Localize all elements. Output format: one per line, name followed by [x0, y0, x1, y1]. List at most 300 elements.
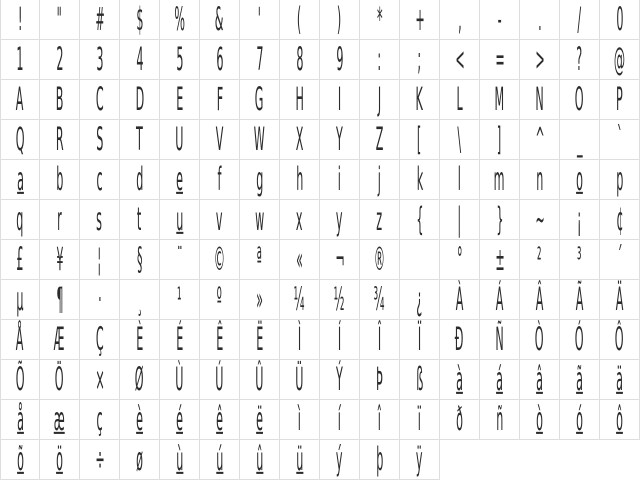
glyph-cell[interactable] [120, 80, 160, 120]
glyph-cell[interactable] [120, 240, 160, 280]
glyph-cell[interactable] [240, 40, 280, 80]
glyph-cell[interactable] [200, 280, 240, 320]
glyph-cell[interactable] [80, 0, 120, 40]
glyph-cell[interactable] [160, 400, 200, 440]
glyph-cell[interactable] [400, 400, 440, 440]
glyph-cell[interactable] [320, 40, 360, 80]
glyph-cell[interactable] [160, 440, 200, 480]
glyph-cell[interactable] [240, 280, 280, 320]
glyph-cell[interactable] [520, 0, 560, 40]
glyph-cell[interactable] [400, 120, 440, 160]
glyph-cell[interactable] [480, 320, 520, 360]
glyph-cell[interactable] [520, 80, 560, 120]
glyph-cell[interactable] [600, 400, 640, 440]
glyph-cell[interactable] [360, 400, 400, 440]
glyph-cell[interactable] [440, 160, 480, 200]
glyph-cell[interactable] [320, 120, 360, 160]
glyph-cell[interactable] [560, 240, 600, 280]
glyph-cell[interactable] [600, 200, 640, 240]
glyph-cell[interactable] [80, 160, 120, 200]
glyph: ô [616, 400, 623, 439]
glyph-cell[interactable] [360, 160, 400, 200]
glyph-cell[interactable] [0, 40, 40, 80]
glyph: À [455, 280, 464, 319]
glyph-cell[interactable] [400, 440, 440, 480]
glyph-cell[interactable] [40, 240, 80, 280]
glyph-cell[interactable] [120, 40, 160, 80]
glyph: Ì [297, 320, 302, 359]
glyph: c [96, 160, 103, 199]
glyph: d [135, 160, 144, 199]
glyph-cell[interactable] [560, 360, 600, 400]
glyph-cell[interactable] [240, 320, 280, 360]
glyph-cell[interactable] [280, 280, 320, 320]
glyph-cell[interactable] [280, 120, 320, 160]
glyph-cell[interactable] [240, 400, 280, 440]
glyph: j [377, 160, 382, 199]
glyph-cell[interactable] [0, 240, 40, 280]
glyph: ® [373, 240, 386, 279]
glyph: ö [56, 440, 63, 479]
glyph-cell[interactable] [160, 80, 200, 120]
glyph-cell[interactable] [600, 40, 640, 80]
glyph: ê [216, 400, 223, 439]
glyph-cell[interactable] [480, 160, 520, 200]
glyph-cell[interactable] [200, 440, 240, 480]
glyph-cell[interactable] [160, 120, 200, 160]
glyph-cell[interactable] [280, 440, 320, 480]
glyph-cell[interactable] [400, 40, 440, 80]
glyph: Ï [417, 320, 422, 359]
glyph-cell[interactable] [120, 440, 160, 480]
glyph-cell[interactable] [600, 0, 640, 40]
glyph: 6 [215, 40, 224, 79]
glyph: ú [215, 440, 224, 479]
glyph-cell[interactable] [200, 160, 240, 200]
glyph-cell[interactable] [440, 360, 480, 400]
glyph-cell[interactable] [280, 160, 320, 200]
glyph-cell[interactable] [240, 120, 280, 160]
glyph-cell[interactable] [600, 240, 640, 280]
glyph-cell[interactable] [240, 240, 280, 280]
glyph-cell[interactable] [560, 80, 600, 120]
glyph-cell[interactable] [160, 240, 200, 280]
glyph: ò [536, 400, 543, 439]
glyph: [ [417, 120, 422, 159]
glyph-cell[interactable] [440, 200, 480, 240]
glyph-cell[interactable] [0, 0, 40, 40]
glyph-cell[interactable] [160, 40, 200, 80]
glyph-cell[interactable] [360, 240, 400, 280]
glyph: t [137, 200, 142, 239]
glyph-cell[interactable] [80, 360, 120, 400]
glyph-cell[interactable] [80, 40, 120, 80]
glyph: õ [16, 440, 24, 479]
glyph: Û [255, 360, 264, 399]
glyph: | [457, 200, 462, 239]
glyph-cell[interactable] [520, 400, 560, 440]
glyph-cell[interactable] [120, 320, 160, 360]
glyph: K [415, 80, 424, 119]
glyph-cell[interactable] [0, 280, 40, 320]
glyph: m [494, 160, 505, 199]
glyph: f [217, 160, 222, 199]
glyph: 3 [95, 40, 104, 79]
glyph: ¦ [97, 240, 102, 279]
glyph: k [416, 160, 423, 199]
glyph-cell[interactable] [200, 200, 240, 240]
glyph: x [296, 200, 303, 239]
glyph-cell[interactable] [280, 80, 320, 120]
glyph-cell[interactable] [240, 440, 280, 480]
glyph: é [176, 400, 183, 439]
glyph: Q [15, 120, 25, 159]
glyph-cell[interactable] [280, 40, 320, 80]
glyph-cell[interactable] [560, 320, 600, 360]
glyph-cell[interactable] [200, 360, 240, 400]
glyph-cell[interactable] [0, 400, 40, 440]
glyph-cell[interactable] [320, 320, 360, 360]
glyph-cell[interactable] [200, 40, 240, 80]
glyph-cell[interactable] [400, 240, 440, 280]
glyph: ñ [495, 400, 504, 439]
glyph: % [174, 0, 185, 39]
glyph-cell[interactable] [0, 200, 40, 240]
glyph: þ [375, 440, 384, 479]
glyph: 7 [255, 40, 264, 79]
glyph-cell[interactable] [40, 200, 80, 240]
glyph-cell[interactable] [560, 160, 600, 200]
glyph: æ [54, 400, 65, 439]
glyph: n [535, 160, 544, 199]
glyph: Î [377, 320, 382, 359]
glyph-cell[interactable] [40, 320, 80, 360]
glyph: ÿ [416, 440, 423, 479]
glyph: R [55, 120, 64, 159]
glyph: á [496, 360, 503, 399]
glyph: M [494, 80, 505, 119]
glyph-cell[interactable] [320, 360, 360, 400]
glyph-cell[interactable] [400, 80, 440, 120]
glyph: ¿ [416, 280, 423, 319]
glyph-cell[interactable] [0, 440, 40, 480]
glyph-cell[interactable] [520, 120, 560, 160]
glyph-cell[interactable] [160, 360, 200, 400]
glyph-cell[interactable] [120, 360, 160, 400]
glyph-cell[interactable] [480, 120, 520, 160]
glyph-cell[interactable] [360, 280, 400, 320]
glyph: U [175, 120, 184, 159]
glyph-cell[interactable] [360, 80, 400, 120]
glyph: / [577, 0, 582, 39]
glyph-cell[interactable] [200, 240, 240, 280]
glyph: C [95, 80, 104, 119]
glyph-cell[interactable] [40, 0, 80, 40]
glyph-cell[interactable] [0, 120, 40, 160]
glyph-cell[interactable] [440, 240, 480, 280]
glyph: v [216, 200, 223, 239]
glyph-cell[interactable] [320, 400, 360, 440]
glyph-cell[interactable] [240, 80, 280, 120]
glyph-cell[interactable] [80, 240, 120, 280]
glyph-cell[interactable] [400, 320, 440, 360]
glyph-cell[interactable] [240, 160, 280, 200]
glyph-cell[interactable] [520, 320, 560, 360]
glyph: ç [96, 400, 103, 439]
glyph: Þ [376, 360, 383, 399]
glyph: ó [576, 400, 583, 439]
glyph: # [94, 0, 105, 39]
glyph-cell[interactable] [520, 360, 560, 400]
glyph: i [337, 160, 342, 199]
glyph: ì [297, 400, 302, 439]
glyph-cell[interactable] [480, 400, 520, 440]
glyph-cell[interactable] [120, 280, 160, 320]
glyph-cell[interactable] [360, 320, 400, 360]
glyph-cell[interactable] [40, 400, 80, 440]
glyph-cell[interactable] [360, 200, 400, 240]
glyph-cell[interactable] [560, 0, 600, 40]
glyph-cell[interactable] [400, 360, 440, 400]
glyph-cell[interactable] [40, 280, 80, 320]
glyph: w [254, 200, 265, 239]
glyph-cell[interactable] [160, 0, 200, 40]
glyph-cell[interactable] [240, 200, 280, 240]
glyph-cell[interactable] [600, 360, 640, 400]
glyph: º [216, 280, 223, 319]
glyph-cell[interactable] [320, 0, 360, 40]
glyph-cell[interactable] [440, 80, 480, 120]
glyph: V [215, 120, 224, 159]
glyph: ¸ [136, 280, 143, 319]
glyph: : [377, 40, 382, 79]
glyph-cell[interactable] [440, 0, 480, 40]
glyph-cell[interactable] [480, 240, 520, 280]
glyph-cell[interactable] [400, 200, 440, 240]
glyph: ä [616, 360, 623, 399]
glyph-cell[interactable] [80, 400, 120, 440]
glyph: Í [337, 320, 342, 359]
glyph-cell[interactable] [560, 200, 600, 240]
glyph-cell[interactable] [440, 320, 480, 360]
glyph-cell[interactable] [480, 280, 520, 320]
glyph: å [16, 400, 24, 439]
glyph: } [495, 200, 504, 239]
glyph: @ [613, 40, 626, 79]
glyph-cell[interactable] [40, 160, 80, 200]
glyph: « [296, 240, 303, 279]
glyph: Y [336, 120, 343, 159]
glyph-cell[interactable] [120, 0, 160, 40]
glyph-cell[interactable] [480, 200, 520, 240]
glyph: Ý [336, 360, 343, 399]
glyph: h [295, 160, 304, 199]
glyph-cell[interactable] [320, 80, 360, 120]
glyph-cell[interactable] [40, 80, 80, 120]
glyph-cell[interactable] [0, 80, 40, 120]
glyph: T [136, 120, 143, 159]
glyph: ï [417, 400, 422, 439]
glyph-cell[interactable] [200, 80, 240, 120]
glyph: 1 [16, 40, 24, 79]
glyph: Ê [215, 320, 224, 359]
glyph-cell[interactable] [600, 160, 640, 200]
glyph: ð [456, 400, 463, 439]
glyph-cell[interactable] [160, 200, 200, 240]
glyph-cell[interactable] [0, 160, 40, 200]
glyph-cell[interactable] [160, 280, 200, 320]
glyph-cell[interactable] [320, 280, 360, 320]
glyph: e [176, 160, 183, 199]
glyph-cell[interactable] [160, 320, 200, 360]
glyph-cell[interactable] [360, 40, 400, 80]
glyph-cell[interactable] [200, 120, 240, 160]
glyph: ° [456, 240, 463, 279]
glyph-cell[interactable] [280, 320, 320, 360]
glyph-cell[interactable] [320, 240, 360, 280]
glyph-cell[interactable] [320, 440, 360, 480]
glyph: 2 [55, 40, 64, 79]
glyph-cell[interactable] [560, 280, 600, 320]
glyph: ' [257, 0, 262, 39]
glyph-cell[interactable] [400, 280, 440, 320]
glyph: è [136, 400, 143, 439]
glyph: D [135, 80, 144, 119]
glyph-cell[interactable] [120, 160, 160, 200]
glyph: ù [175, 440, 184, 479]
glyph-cell[interactable] [440, 400, 480, 440]
glyph: " [56, 0, 63, 39]
glyph-cell[interactable] [360, 440, 400, 480]
glyph: 0 [615, 0, 624, 39]
glyph: p [615, 160, 624, 199]
glyph: Z [375, 120, 384, 159]
glyph-cell[interactable] [600, 120, 640, 160]
glyph: L [456, 80, 463, 119]
glyph: © [213, 240, 226, 279]
glyph: Â [535, 280, 544, 319]
glyph-cell[interactable] [120, 400, 160, 440]
glyph-cell[interactable] [200, 0, 240, 40]
glyph-cell[interactable] [40, 440, 80, 480]
glyph-cell[interactable] [80, 320, 120, 360]
glyph: Ö [55, 360, 64, 399]
glyph-cell[interactable] [200, 400, 240, 440]
glyph: G [255, 80, 264, 119]
glyph: { [415, 200, 424, 239]
glyph: Ù [175, 360, 184, 399]
glyph-cell[interactable] [160, 160, 200, 200]
glyph-cell[interactable] [280, 0, 320, 40]
glyph: Ò [535, 320, 544, 359]
glyph-cell[interactable] [320, 200, 360, 240]
glyph: à [456, 360, 463, 399]
glyph-cell[interactable] [520, 280, 560, 320]
glyph-cell[interactable] [80, 200, 120, 240]
glyph: + [414, 0, 425, 39]
glyph-cell[interactable] [400, 160, 440, 200]
glyph-cell[interactable] [280, 240, 320, 280]
glyph-cell[interactable] [320, 160, 360, 200]
glyph-cell[interactable] [80, 280, 120, 320]
glyph-cell[interactable] [600, 280, 640, 320]
glyph-cell[interactable] [600, 80, 640, 120]
glyph: Ó [575, 320, 584, 359]
glyph: . [537, 0, 542, 39]
glyph: Ä [615, 280, 624, 319]
glyph: 9 [335, 40, 344, 79]
glyph-cell[interactable] [40, 360, 80, 400]
glyph-cell[interactable] [240, 360, 280, 400]
glyph-cell[interactable] [440, 120, 480, 160]
glyph-cell[interactable] [560, 40, 600, 80]
glyph: < [454, 40, 465, 79]
glyph-cell[interactable] [120, 200, 160, 240]
glyph: ¼ [294, 280, 305, 319]
glyph-cell[interactable] [280, 360, 320, 400]
glyph-cell[interactable] [80, 120, 120, 160]
glyph-cell[interactable] [0, 320, 40, 360]
glyph: O [575, 80, 584, 119]
glyph-cell[interactable] [560, 400, 600, 440]
glyph-cell[interactable] [280, 400, 320, 440]
glyph-cell[interactable] [520, 160, 560, 200]
glyph-cell[interactable] [480, 0, 520, 40]
glyph-cell[interactable] [240, 0, 280, 40]
glyph: J [377, 80, 382, 119]
glyph: a [16, 160, 24, 199]
glyph-cell[interactable] [280, 200, 320, 240]
glyph-cell[interactable] [80, 80, 120, 120]
glyph: × [94, 360, 105, 399]
glyph: » [256, 280, 263, 319]
glyph-cell[interactable] [0, 360, 40, 400]
glyph: r [57, 200, 62, 239]
glyph-cell[interactable] [360, 120, 400, 160]
glyph: Ñ [495, 320, 504, 359]
glyph: û [255, 440, 264, 479]
glyph: ü [295, 440, 304, 479]
glyph-cell[interactable] [440, 280, 480, 320]
glyph-cell[interactable] [440, 40, 480, 80]
glyph-cell[interactable] [480, 360, 520, 400]
glyph: W [253, 120, 266, 159]
glyph-cell[interactable] [520, 200, 560, 240]
glyph: ã [576, 360, 583, 399]
glyph-cell[interactable] [40, 120, 80, 160]
glyph-cell[interactable] [600, 320, 640, 360]
glyph: ¡ [577, 200, 582, 239]
glyph-cell[interactable] [120, 120, 160, 160]
glyph-cell[interactable] [400, 0, 440, 40]
glyph-cell[interactable] [480, 80, 520, 120]
glyph: ¥ [55, 240, 64, 279]
empty-cell [560, 440, 600, 480]
glyph-cell[interactable] [520, 40, 560, 80]
glyph: > [534, 40, 545, 79]
glyph: A [16, 80, 24, 119]
glyph-cell[interactable] [200, 320, 240, 360]
glyph-cell[interactable] [520, 240, 560, 280]
glyph-cell[interactable] [80, 440, 120, 480]
glyph: ^ [534, 120, 545, 159]
glyph-cell[interactable] [360, 0, 400, 40]
glyph-cell[interactable] [360, 360, 400, 400]
glyph-cell[interactable] [480, 40, 520, 80]
glyph: 5 [175, 40, 184, 79]
glyph-cell[interactable] [40, 40, 80, 80]
glyph-cell[interactable] [560, 120, 600, 160]
